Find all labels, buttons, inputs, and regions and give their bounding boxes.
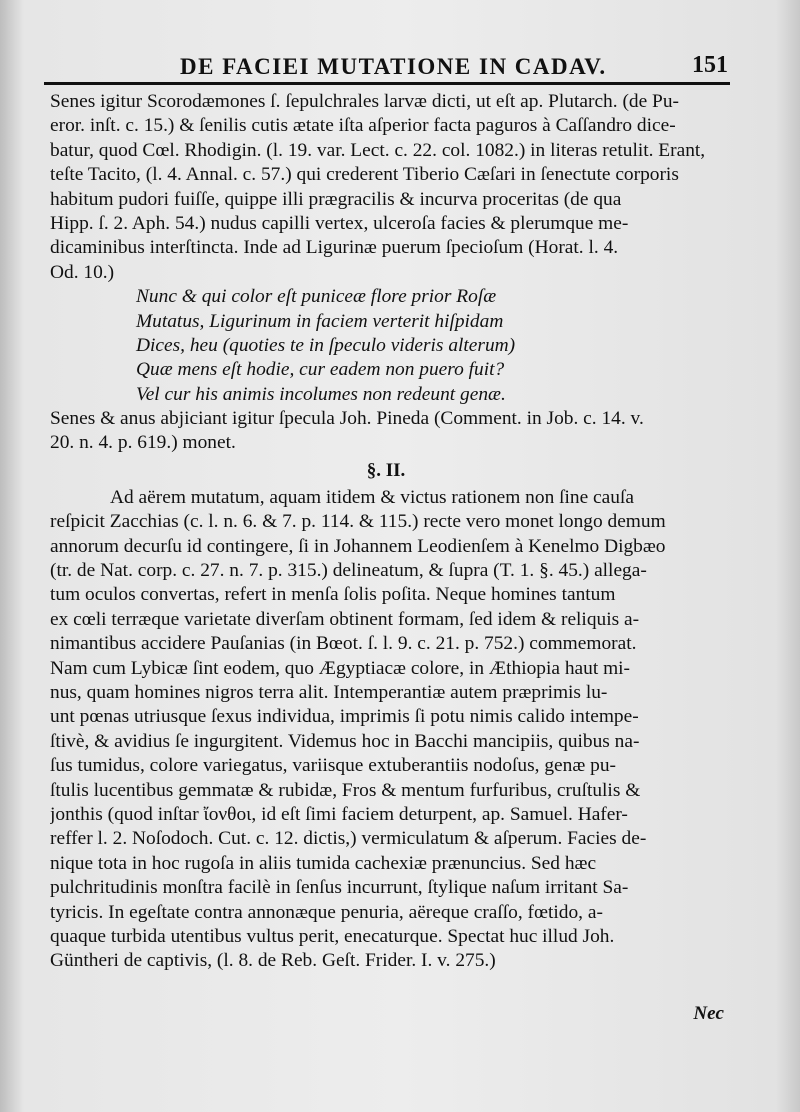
verse-line: Mutatus, Ligurinum in faciem verterit hiſpidam [136, 310, 504, 332]
text-line: Senes igitur Scorodæmones ſ. ſepulchrales larvæ dicti, ut eſt ap. Plutarch. (de Pu- [50, 91, 679, 112]
text-line: Hipp. ſ. 2. Aph. 54.) nudus capilli vertex, ulceroſa facies & plerumque me- [50, 212, 629, 234]
text-line: dicaminibus interſtincta. Inde ad Ligurinæ puerum ſpecioſum (Horat. l. 4. [50, 237, 619, 259]
text-line: nique tota in hoc rugoſa in aliis tumida cachexiæ prænuncius. Sed hæc [50, 852, 597, 874]
paragraph-senes-anus [50, 407, 722, 456]
paragraph-senes-igitur [50, 90, 722, 285]
text-line: ſtivè, & avidius ſe ingurgitent. Videmus hoc in Bacchi mancipiis, quibus na- [50, 730, 640, 752]
text-line: teſte Tacito, (l. 4. Annal. c. 57.) qui crederent Tiberio Cæſari in ſenectute corporis [50, 164, 679, 186]
running-head: DE FACIEI MUTATIONE IN CADAV. [180, 54, 607, 79]
section-heading: §. II. [366, 459, 406, 481]
text-line: tyricis. In egeſtate contra annonæque penuria, aëreque craſſo, fœtido, a- [50, 901, 603, 923]
text-line: ex cœli terræque varietate diverſam obtinent formam, ſed idem & reliquis a- [50, 608, 640, 630]
text-line: Od. 10.) [50, 261, 115, 283]
text-line: ſtulis lucentibus gemmatæ & rubidæ, Fros & mentum furfuribus, cruſtulis & [50, 779, 641, 801]
text-line: reſpicit Zacchias (c. l. n. 6. & 7. p. 114. & 115.) recte vero monet longo demum [50, 511, 666, 533]
text-line: ſus tumidus, colore variegatus, variisque extuberantiis nodoſus, genæ pu- [50, 755, 616, 777]
catchword: Nec [693, 1003, 724, 1024]
text-line: unt pœnas utriusque ſexus individua, imprimis ſi potu nimis calido intempe- [50, 706, 639, 728]
text-line: eror. inſt. c. 15.) & ſenilis cutis ætate iſta aſperior facta paguros à Caſſandro dice- [50, 115, 676, 137]
text-line: pulchritudinis monſtra facilè in ſenſus incurrunt, ſtylique naſum irritant Sa- [50, 877, 629, 899]
text-line: Ad aërem mutatum, aquam itidem & victus rationem non ſine cauſa [110, 486, 634, 508]
text-line: Güntheri de captivis, (l. 8. de Reb. Geſt. Frider. I. v. 275.) [50, 950, 496, 972]
verse-line: Quæ mens eſt hodie, cur eadem non puero fuit? [136, 359, 505, 381]
text-line: quaque turbida utentibus vultus perit, enecaturque. Spectat huc illud Joh. [50, 925, 615, 947]
text-line: reffer l. 2. Noſodoch. Cut. c. 12. dictis,) vermiculatum & aſperum. Facies de- [50, 828, 647, 850]
header-rule [44, 82, 730, 85]
page-number: 151 [692, 52, 728, 78]
text-line: Senes & anus abjiciant igitur ſpecula Joh. Pineda (Comment. in Job. c. 14. v. [50, 408, 644, 430]
verse-line: Dices, heu (quoties te in ſpeculo videris alterum) [136, 334, 516, 356]
text-line: tum oculos convertas, refert in menſa ſolis poſita. Neque homines tantum [50, 584, 616, 606]
body-text [50, 90, 722, 974]
verse-quotation [50, 285, 722, 407]
verse-line: Nunc & qui color eſt puniceæ flore prior Roſæ [136, 286, 497, 308]
page-header [60, 48, 736, 82]
text-line: annorum decurſu id contingere, ſi in Johannem Leodienſem à Kenelmo Digbæo [50, 535, 666, 557]
text-line: habitum pudori fuiſſe, quippe illi prægracilis & incurva proceritas (de qua [50, 188, 622, 210]
text-line: nus, quam homines nigros terra alit. Intemperantiæ autem præprimis lu- [50, 681, 608, 703]
text-line: (tr. de Nat. corp. c. 27. n. 7. p. 315.) delineatum, & ſupra (T. 1. §. 45.) allega- [50, 560, 647, 582]
text-line: jonthis (quod inſtar ἴονθοι, id eſt ſimi faciem deturpent, ap. Samuel. Hafer- [50, 803, 628, 825]
text-line: 20. n. 4. p. 619.) monet. [50, 432, 236, 454]
paragraph-ad-aerem [50, 486, 722, 974]
verse-line: Vel cur his animis incolumes non redeunt genæ. [136, 383, 506, 405]
text-line: batur, quod Cœl. Rhodigin. (l. 19. var. Lect. c. 22. col. 1082.) in literas retulit. Erant, [50, 139, 706, 161]
text-line: nimantibus accidere Pauſanias (in Bœot. ſ. l. 9. c. 21. p. 752.) commemorat. [50, 633, 637, 655]
text-line: Nam cum Lybicæ ſint eodem, quo Ægyptiacæ colore, in Æthiopia haut mi- [50, 657, 631, 679]
